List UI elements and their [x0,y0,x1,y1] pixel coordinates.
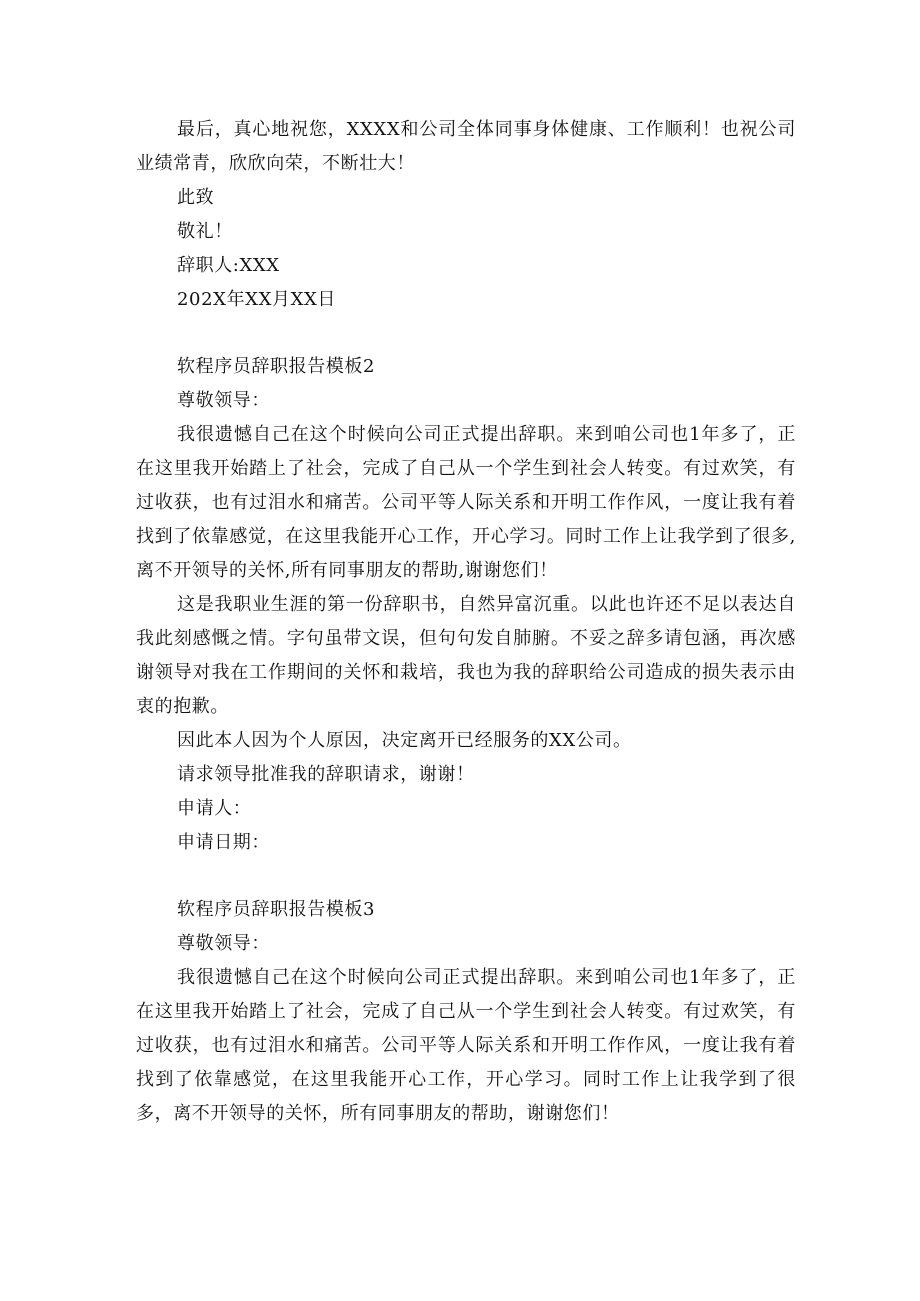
template-3-paragraph-1: 我很遗憾自己在这个时候向公司正式提出辞职。来到咱公司也1年多了，正在这里我开始踏上了社会，完成了自己从一个学生到社会人转变。有过欢笑，有过收获，也有过泪水和痛苦。公司平等人际关系和开明工作作风，一度让我有着找到了依靠感觉，在这里我能开心工作，开心学习。同时工作上让我学到了很多，离不开领导的关怀，所有同事朋友的帮助，谢谢您们！ [136,967,796,1124]
template-2-paragraph-4: 请求领导批准我的辞职请求，谢谢！ [177,764,475,785]
template-2-title: 软程序员辞职报告模板2 [177,356,376,377]
template-2-paragraph-2: 这是我职业生涯的第一份辞职书，自然异富沉重。以此也许还不足以表达自我此刻感慨之情。字句虽带文误，但句句发自肺腑。不妥之辞多请包涵，再次感谢领导对我在工作期间的关怀和栽培，我也为我的辞职给公司造成的损失表示由衷的抱歉。 [136,594,796,717]
template-2-paragraph-3: 因此本人因为个人原因，决定离开已经服务的XX公司。 [177,730,632,751]
apply-date-label: 申请日期： [177,832,270,853]
salutation-line-2: 敬礼！ [177,221,233,242]
template-2-greeting: 尊敬领导： [177,390,270,411]
resigner-name: 辞职人:XXX [177,255,280,276]
template-2-paragraph-1: 我很遗憾自己在这个时候向公司正式提出辞职。来到咱公司也1年多了，正在这里我开始踏上了社会，完成了自己从一个学生到社会人转变。有过欢笑，有过收获，也有过泪水和痛苦。公司平等人际关系和开明工作作风，一度让我有着找到了依靠感觉，在这里我能开心工作，开心学习。同时工作上让我学到了很多,离不开领导的关怀,所有同事朋友的帮助,谢谢您们！ [136,424,796,581]
applicant-label: 申请人： [177,798,252,819]
closing-wish-paragraph: 最后，真心地祝您，XXXX和公司全体同事身体健康、工作顺利！也祝公司业绩常青，欣欣向荣，不断壮大！ [136,119,796,174]
salutation-line-1: 此致 [177,187,215,208]
template-3-title: 软程序员辞职报告模板3 [177,899,376,920]
template-3-greeting: 尊敬领导： [177,933,270,954]
resignation-date: 202X年XX月XX日 [177,289,337,310]
